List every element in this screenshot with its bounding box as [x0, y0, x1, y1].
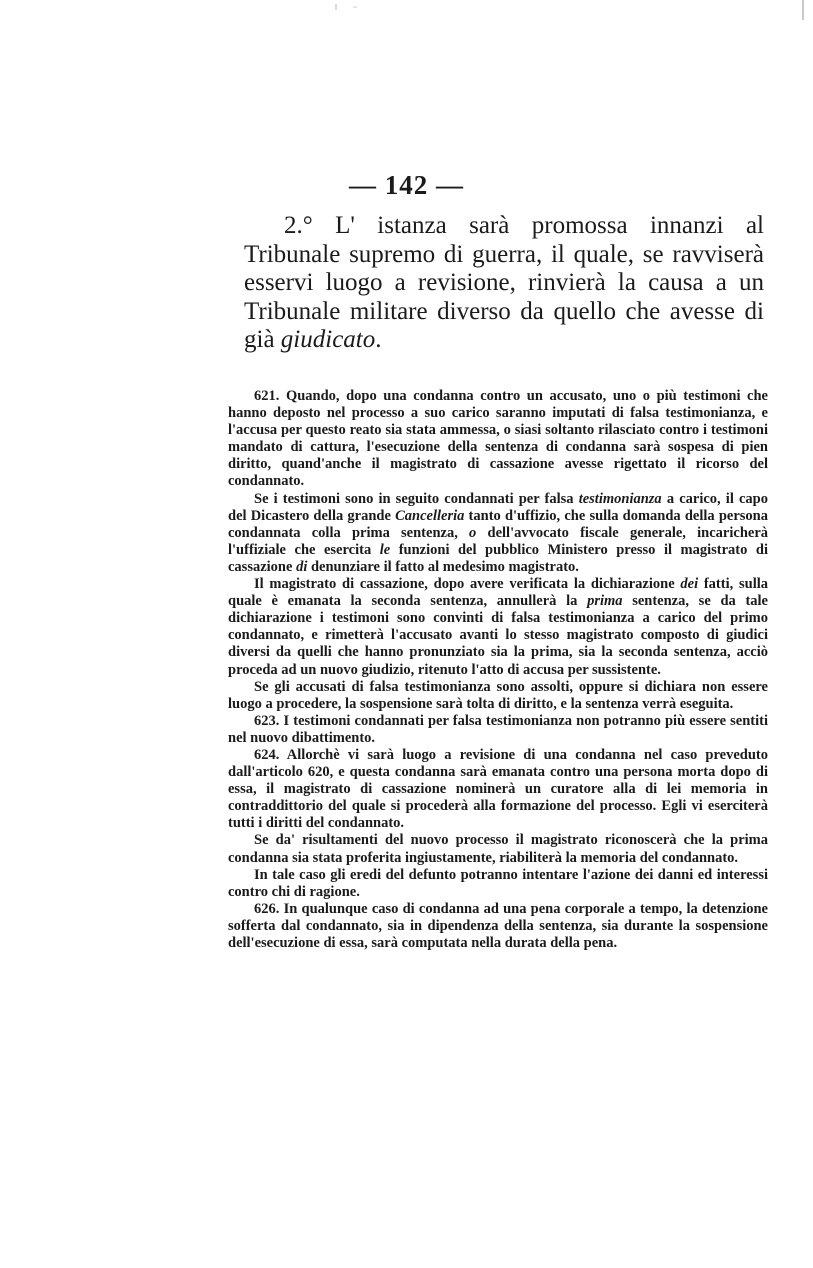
article-number: 626.: [254, 900, 280, 917]
paragraph-622b: Il magistrato di cassazione, dopo avere verificata la dichiarazione dei fatti, sulla quale è emanata la seconda sentenza, annullerà la prima sentenza, se da tale dichiarazione i testimoni sono convinti di falsa testimonianza a carico del primo condannato, e rimetterà l'accusato avanti lo stesso magistrato composto di giudici diversi da quelli che hanno pronunziato sia la prima, sia la seconda sentenza, acciò proceda ad un nuovo giudizio, ritenuto l'atto di accusa per sussistente.: [228, 576, 769, 678]
paragraph-622c: Se gli accusati di falsa testimonianza sono assolti, oppure si dichiara non essere luogo a procedere, la sospensione sarà tolta di diritto, e la sentenza verrà eseguita.: [228, 678, 768, 712]
paragraph-622a: Se i testimoni sono in seguito condannati per falsa testimonianza a carico, il capo del Dicastero della grande Cancelleria tanto d'uffizio, che sulla domanda della persona condannata colla prima sentenza, o dell'avvocato fiscale generale, incaricherà l'uffiziale che esercita le funzioni del pubblico Ministero presso il magistrato di cassazione di denunziare il fatto al medesimo magistrato.: [228, 490, 769, 575]
scan-edge-mark: [802, 0, 804, 20]
article-number: 623.: [254, 712, 280, 729]
large-text-block: [244, 212, 764, 355]
paragraph-large: 2.° L' istanza sarà promossa innanzi al Tribunale supremo di guerra, il quale, se ravviserà esservi luogo a revisione, rinvierà la causa a un Tribunale militare diverso da quello che avesse di già giudicato.: [244, 212, 764, 353]
paragraph-625b: In tale caso gli eredi del defunto potranno intentare l'azione dei danni ed interessi contro chi di ragione.: [228, 866, 768, 900]
page-number: — 142 —: [349, 170, 464, 200]
article-626: 626. In qualunque caso di condanna ad una pena corporale a tempo, la detenzione sofferta dal condannato, sia in dipendenza della sentenza, sia durante la sospensione dell'esecuzione di essa, sarà computata nella durata della pena.: [228, 900, 768, 951]
article-621: 621. Quando, dopo una condanna contro un accusato, uno o più testimoni che hanno deposto nel processo a suo carico saranno imputati di falsa testimonianza, e l'accusa per questo reato sia stata ammessa, o siasi soltanto rilasciato contro i testimoni mandato di cattura, l'esecuzione della sentenza di condanna sarà sospesa di pien diritto, quand'anche il magistrato di cassazione avesse rigettato il ricorso del condannato.: [228, 388, 768, 490]
article-623: 623. I testimoni condannati per falsa testimonianza non potranno più essere sentiti nel nuovo dibattimento.: [228, 712, 768, 746]
article-624: 624. Allorchè vi sarà luogo a revisione di una condanna nel caso preveduto dall'articolo 620, e questa condanna sarà emanata contro una persona morta dopo di essa, il magistrato di cassazione nominerà un curatore alla di lei memoria in contraddittorio del quale si procederà alla formazione del processo. Egli vi eserciterà tutti i diritti del condannato.: [228, 746, 768, 832]
paragraph-625a: Se da' risultamenti del nuovo processo il magistrato riconoscerà che la prima condanna sia stata proferita ingiustamente, riabiliterà la memoria del condannato.: [228, 832, 768, 866]
scan-mark: [333, 2, 363, 12]
article-number: 624.: [254, 746, 280, 763]
article-number: 621.: [254, 388, 280, 404]
small-text-block: [228, 388, 768, 952]
